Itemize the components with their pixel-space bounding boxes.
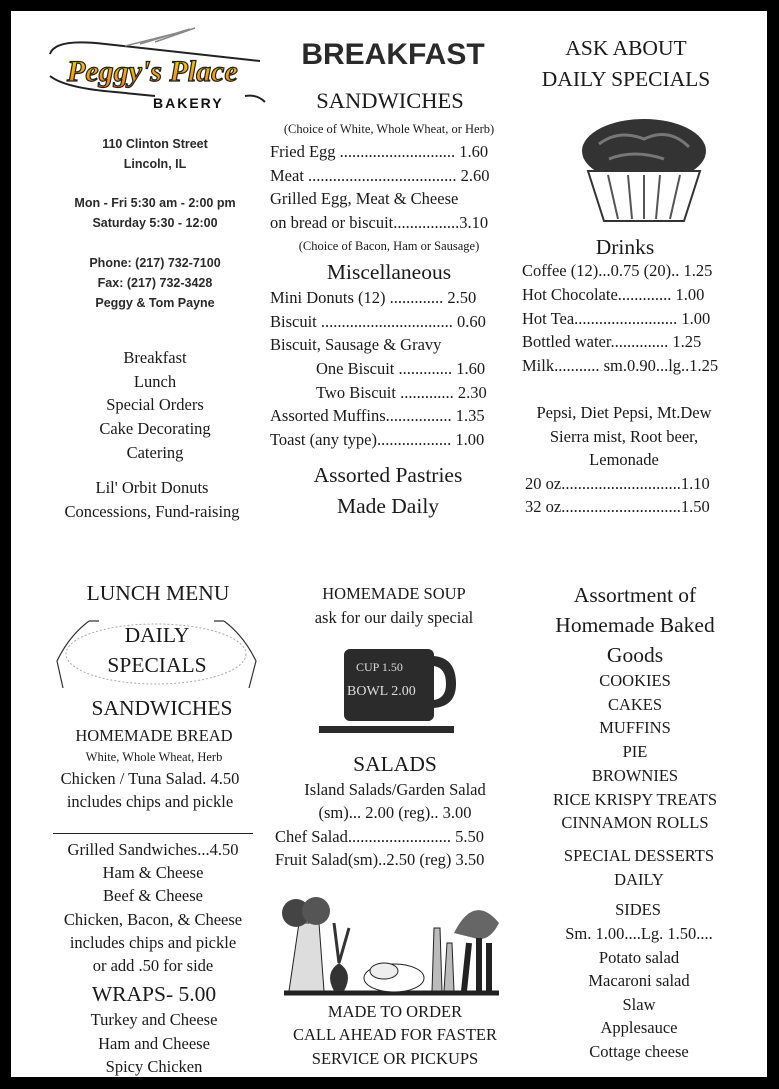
soup-cup-image: [316, 644, 456, 736]
baked-title: Homemade Baked: [555, 613, 715, 637]
pastries-line: Made Daily: [336, 494, 440, 518]
baked-item: RICE KRISPY TREATS: [552, 789, 718, 809]
baked-item: BROWNIES: [591, 765, 679, 785]
menu-item: Fried Egg ............................ 1.60: [270, 142, 489, 161]
specials-line: DAILY SPECIALS: [541, 67, 711, 91]
extra-item: Lil' Orbit Donuts: [95, 478, 209, 497]
menu-item: Assorted Muffins................ 1.35: [270, 406, 485, 425]
contact-line: Phone: (217) 732-7100: [89, 256, 221, 270]
bakery-logo: [45, 26, 270, 111]
menu-item: Spicy Chicken: [105, 1057, 203, 1076]
section-title: SANDWICHES: [91, 696, 233, 720]
side-item: Slaw: [622, 994, 656, 1014]
drink-item: Hot Chocolate............. 1.00: [522, 284, 705, 304]
hours-line: Mon - Fri 5:30 am - 2:00 pm: [74, 196, 236, 210]
menu-item: includes chips and pickle: [69, 932, 237, 952]
section-title: WRAPS- 5.00: [91, 982, 217, 1006]
svg-text:Peggy's Place: Peggy's Place: [67, 55, 238, 88]
menu-item: Biscuit, Sausage & Gravy: [270, 335, 442, 354]
baked-item: COOKIES: [599, 671, 671, 690]
section-title: LUNCH MENU: [86, 581, 230, 605]
service-item: Breakfast: [123, 348, 187, 367]
menu-item: or add .50 for side: [92, 956, 214, 975]
banner-line: SPECIALS: [107, 653, 207, 677]
cup-price: CUP 1.50: [356, 660, 403, 674]
service-item: Cake Decorating: [99, 419, 211, 439]
menu-item: Chicken, Bacon, & Cheese: [63, 909, 243, 929]
section-title: Miscellaneous: [326, 260, 452, 284]
baked-item: CINNAMON ROLLS: [561, 813, 709, 833]
menu-item: Grilled Sandwiches...4.50: [67, 840, 239, 859]
vegetables-image: [274, 883, 509, 1001]
menu-item: Island Salads/Garden Salad: [304, 780, 486, 799]
divider-line: [53, 833, 253, 834]
breakfast-title: BREAKFAST: [301, 38, 485, 71]
soda-line: Pepsi, Diet Pepsi, Mt.Dew: [536, 403, 712, 422]
drink-item: Coffee (12)...0.75 (20).. 1.25: [522, 261, 713, 280]
baked-item: PIE: [622, 742, 648, 762]
service-item: Special Orders: [106, 395, 204, 415]
note: White, Whole Wheat, Herb: [85, 750, 223, 764]
section-title: SIDES: [615, 900, 661, 919]
section-title: SANDWICHES: [316, 88, 464, 113]
menu-item: Meat .................................... 2.60: [270, 165, 490, 185]
menu-page: [11, 11, 767, 1077]
service-item: Catering: [126, 442, 184, 462]
menu-item: (sm)... 2.00 (reg).. 3.00: [318, 803, 472, 822]
menu-item: includes chips and pickle: [66, 792, 234, 811]
soda-line: Sierra mist, Root beer,: [549, 426, 699, 446]
baked-item: CAKES: [607, 694, 663, 714]
contact-line: Peggy & Tom Payne: [95, 296, 215, 310]
section-title: SALADS: [353, 752, 437, 776]
menu-item: Grilled Egg, Meat & Cheese: [270, 189, 459, 208]
dessert-line: SPECIAL DESSERTS: [563, 846, 715, 865]
section-title: Drinks: [595, 235, 655, 259]
banner-line: DAILY: [124, 623, 190, 647]
menu-item: Turkey and Cheese: [90, 1010, 218, 1029]
side-item: Applesauce: [600, 1018, 678, 1038]
subheading: HOMEMADE BREAD: [75, 726, 233, 745]
extra-item: Concessions, Fund-raising: [64, 502, 240, 521]
baked-title: Goods: [606, 643, 664, 667]
soup-line: ask for our daily special: [314, 608, 474, 627]
cupcake-image: [574, 109, 714, 224]
menu-item: Chicken / Tuna Salad. 4.50: [60, 769, 240, 788]
contact-line: Fax: (217) 732-3428: [97, 276, 213, 290]
menu-item: Ham & Cheese: [102, 863, 204, 883]
side-item: Sm. 1.00....Lg. 1.50....: [565, 924, 713, 943]
menu-item: Chef Salad......................... 5.50: [275, 827, 484, 846]
soda-size: 32 oz.............................1.50: [525, 497, 710, 516]
logo-subtitle: BAKERY: [153, 95, 224, 111]
bowl-price: BOWL 2.00: [347, 684, 416, 699]
side-item: Potato salad: [598, 947, 680, 967]
dessert-line: DAILY: [614, 870, 664, 889]
menu-item: Mini Donuts (12) ............. 2.50: [270, 288, 477, 307]
pastries-line: Assorted Pastries: [313, 463, 463, 487]
soda-size: 20 oz.............................1.10: [525, 474, 710, 493]
menu-item: Biscuit ................................ 0.60: [270, 311, 486, 331]
note: (Choice of White, Whole Wheat, or Herb): [283, 122, 495, 136]
address-line: Lincoln, IL: [123, 157, 187, 171]
baked-title: Assortment of: [573, 583, 697, 607]
hours-line: Saturday 5:30 - 12:00: [92, 216, 218, 230]
specials-line: ASK ABOUT: [565, 36, 687, 60]
drink-item: Bottled water.............. 1.25: [522, 332, 702, 352]
menu-item: Toast (any type).................. 1.00: [270, 429, 485, 449]
service-item: Lunch: [133, 371, 177, 391]
menu-item: Beef & Cheese: [103, 886, 203, 906]
menu-item: Two Biscuit ............. 2.30: [316, 382, 487, 402]
note: (Choice of Bacon, Ham or Sausage): [298, 239, 480, 253]
drink-item: Milk........... sm.0.90...lg..1.25: [522, 356, 719, 376]
menu-item: on bread or biscuit................3.10: [270, 212, 489, 232]
menu-item: Fruit Salad(sm)..2.50 (reg) 3.50: [275, 850, 485, 869]
menu-item: One Biscuit ............. 1.60: [316, 359, 486, 378]
order-line: MADE TO ORDER: [327, 1002, 463, 1021]
soda-line: Lemonade: [589, 450, 659, 469]
soup-line: HOMEMADE SOUP: [322, 584, 466, 603]
drink-item: Hot Tea......................... 1.00: [522, 308, 711, 328]
order-line: SERVICE OR PICKUPS: [311, 1048, 479, 1068]
menu-item: Ham and Cheese: [98, 1033, 210, 1053]
address-line: 110 Clinton Street: [102, 137, 208, 151]
side-item: Cottage cheese: [589, 1042, 689, 1061]
order-line: CALL AHEAD FOR FASTER: [293, 1025, 497, 1045]
side-item: Macaroni salad: [588, 971, 690, 991]
baked-item: MUFFINS: [599, 718, 671, 738]
